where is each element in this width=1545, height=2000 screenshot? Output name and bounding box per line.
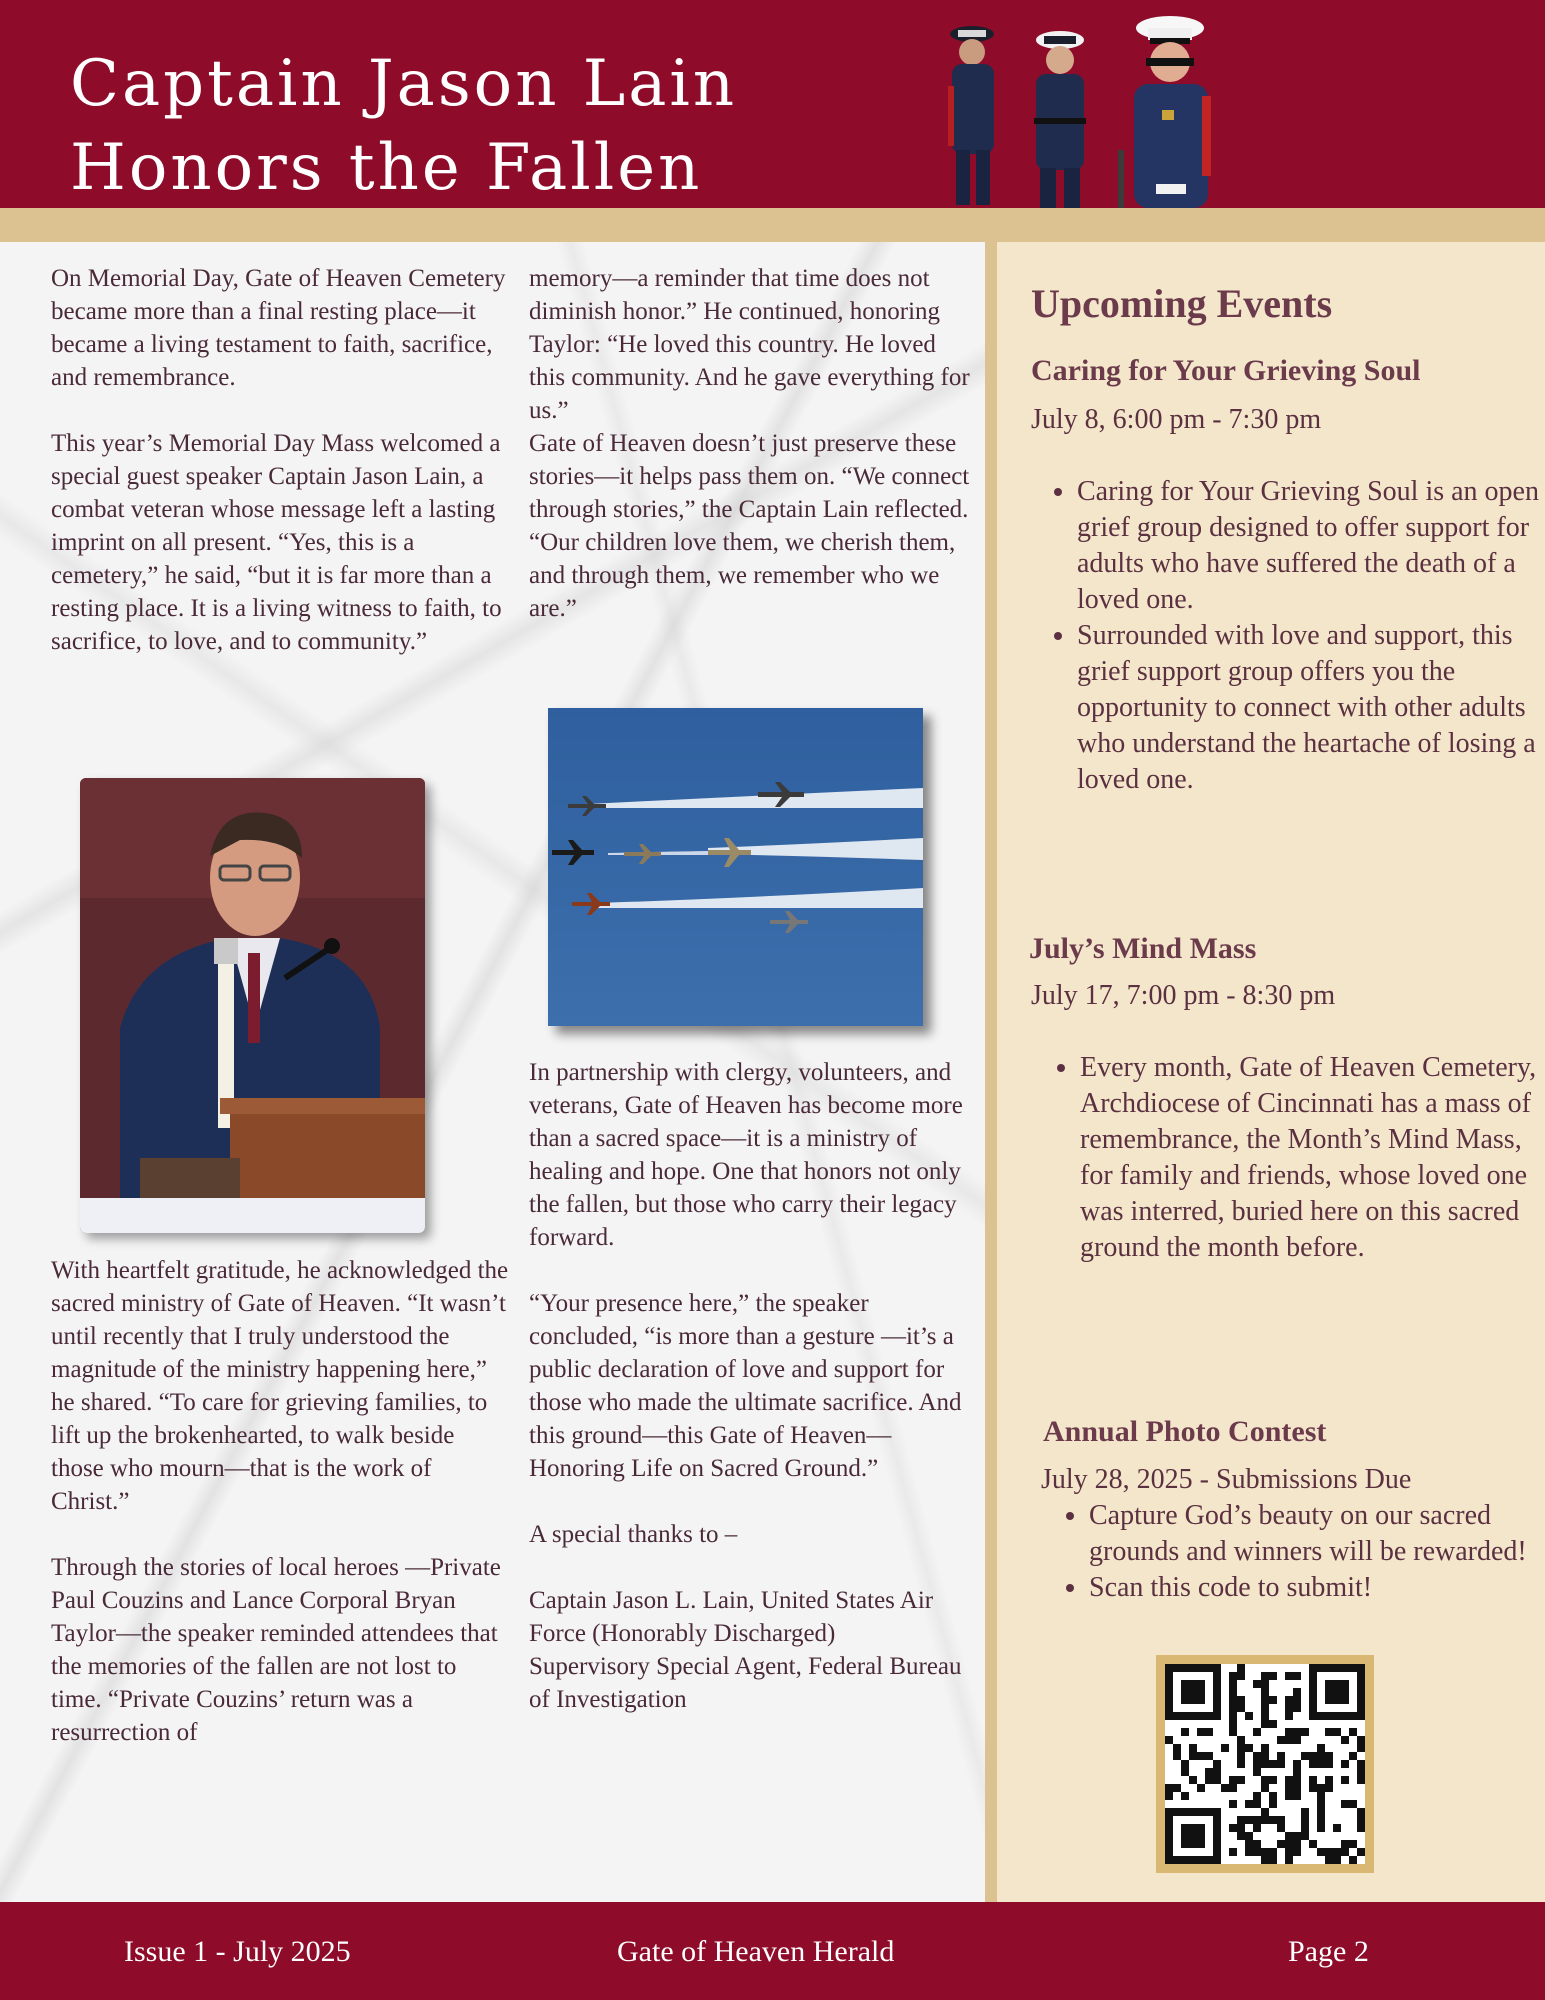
submission-qr-code[interactable] <box>1156 1655 1374 1873</box>
page-title-line-2: Honors the Fallen <box>70 131 703 205</box>
event-title: Annual Photo Contest <box>1043 1415 1327 1448</box>
thanks-credit: Captain Jason L. Lain, United States Air Force (Honorably Discharged) <box>529 1587 934 1647</box>
footer-publication: Gate of Heaven Herald <box>617 1935 895 1968</box>
events-heading: Upcoming Events <box>1031 281 1333 326</box>
article-paragraph: Gate of Heaven doesn’t just preserve these stories—it helps pass them on. “We connect through stories,” the Captain Lain reflected. “Our children love them, we cherish them, and through them, we remember who we are.” <box>529 430 970 622</box>
article-column-2-top <box>529 262 974 625</box>
thanks-credit: Supervisory Special Agent, Federal Bureau of Investigation <box>529 1653 962 1713</box>
event-details <box>1034 1050 1545 1266</box>
speaker-photo <box>80 778 425 1233</box>
footer-issue: Issue 1 - July 2025 <box>124 1935 351 1968</box>
event-bullet: • Surrounded with love and support, this grief support group offers you the opportunity to connect with other adults who understand the heartache of losing a loved one. <box>1077 618 1545 798</box>
qr-code-icon <box>1165 1664 1365 1864</box>
event-bullet: • Caring for Your Grieving Soul is an open grief group designed to offer support for adults who have suffered the death of a loved one. <box>1077 474 1545 618</box>
page-title <box>70 42 737 210</box>
article-paragraph: “Your presence here,” the speaker concluded, “is more than a gesture —it’s a public declaration of love and support for those who made the ultimate sacrifice. And this ground—this Gate of Heaven—Honoring Life on Sacred Ground.” <box>529 1290 962 1482</box>
event-bullet: • Scan this code to submit! <box>1089 1570 1545 1606</box>
event-title: Caring for Your Grieving Soul <box>1031 354 1421 387</box>
event-title: July’s Mind Mass <box>1029 932 1257 965</box>
article-paragraph: This year’s Memorial Day Mass welcomed a special guest speaker Captain Jason Lain, a combat veteran whose message left a lasting imprint on all present. “Yes, this is a cemetery,” he said, “but it is far more than a resting place. It is a living witness to faith, to sacrifice, to love, and to community.” <box>51 430 502 655</box>
event-date: July 8, 6:00 pm - 7:30 pm <box>1031 404 1322 435</box>
article-paragraph: On Memorial Day, Gate of Heaven Cemetery became more than a final resting place—it became a living testament to faith, sacrifice, and remembrance. <box>51 265 506 391</box>
article-paragraph: In partnership with clergy, volunteers, and veterans, Gate of Heaven has become more than a sacred space—it is a ministry of healing and hope. One that honors not only the fallen, but those who carry their legacy forward. <box>529 1059 963 1251</box>
event-details <box>1043 1498 1545 1606</box>
event-date: July 28, 2025 - Submissions Due <box>1041 1464 1412 1495</box>
header-gold-band <box>0 208 1545 242</box>
footer-page-number: Page 2 <box>1288 1935 1369 1968</box>
article-paragraph: With heartfelt gratitude, he acknowledged the sacred ministry of Gate of Heaven. “It wasn’t until recently that I truly understood the magnitude of the ministry happening here,” he shared. “To care for grieving families, to lift up the brokenhearted, to walk beside those who mourn—that is the work of Christ.” <box>51 1257 509 1515</box>
event-details <box>1031 474 1545 798</box>
event-bullet: • Every month, Gate of Heaven Cemetery, Archdiocese of Cincinnati has a mass of remembrance, the Month’s Mind Mass, for family and friends, whose loved one was interred, buried here on this sacred ground the month before. <box>1080 1050 1545 1266</box>
article-paragraph: Through the stories of local heroes —Private Paul Couzins and Lance Corporal Bryan Taylor—the speaker reminded attendees that the memories of the fallen are not lost to time. “Private Couzins’ return was a resurrection of <box>51 1554 501 1746</box>
masthead <box>0 0 1545 208</box>
footer <box>0 1902 1545 2000</box>
article-column-1-top <box>51 262 511 658</box>
honor-guard-photo <box>930 0 1270 208</box>
article-paragraph: memory—a reminder that time does not diminish honor.” He continued, honoring Taylor: “He loved this country. He loved this community. And he gave everything for us.” <box>529 265 970 424</box>
thanks-heading: A special thanks to – <box>529 1521 738 1548</box>
flyover-photo <box>548 708 923 1026</box>
sidebar-divider <box>985 242 997 1902</box>
event-date: July 17, 7:00 pm - 8:30 pm <box>1031 980 1336 1011</box>
event-bullet: • Capture God’s beauty on our sacred grounds and winners will be rewarded! <box>1089 1498 1545 1570</box>
article-column-1-bottom <box>51 1254 511 1749</box>
page-title-line-1: Captain Jason Lain <box>70 47 738 121</box>
article-column-2-bottom <box>529 1056 974 1716</box>
